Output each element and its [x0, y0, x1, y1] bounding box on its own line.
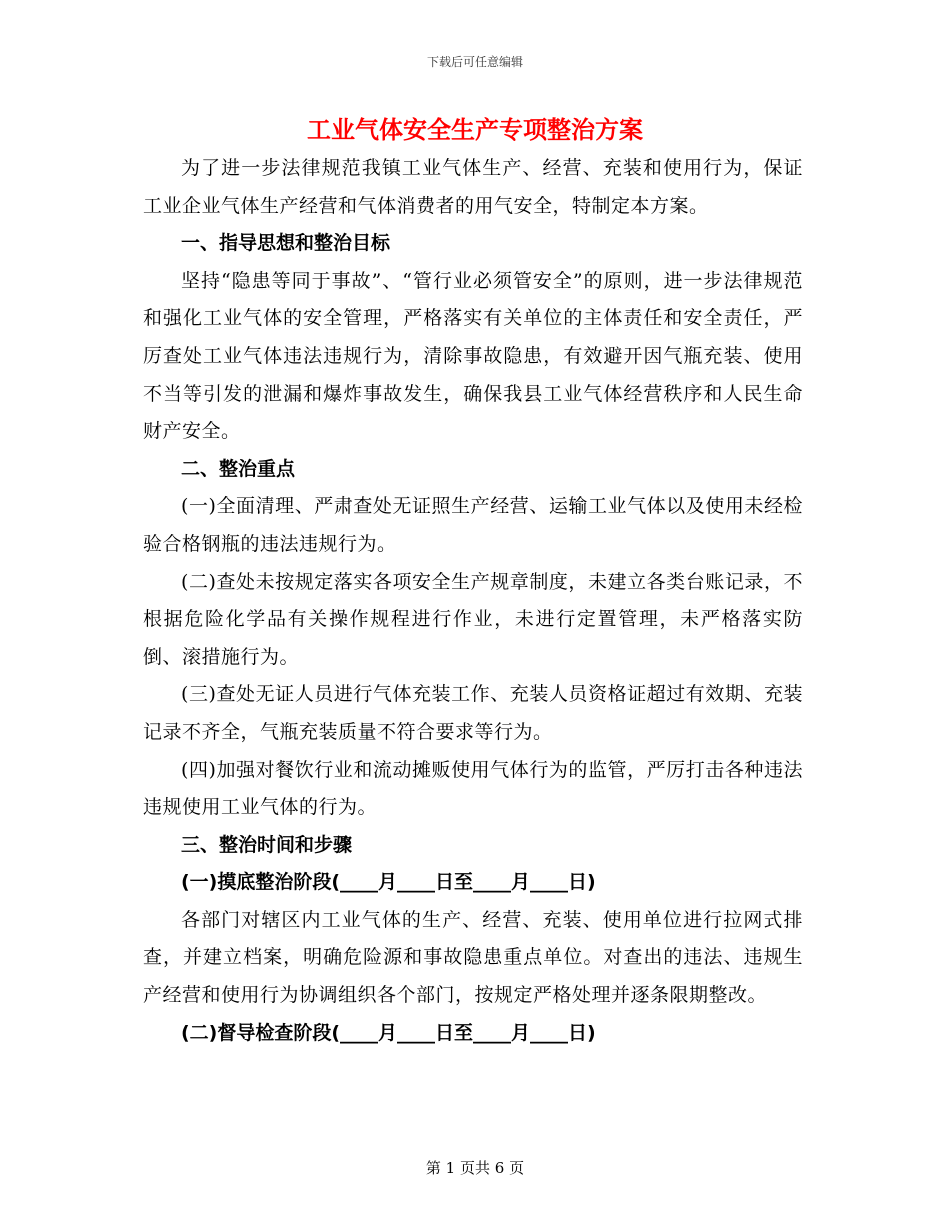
- document-title: 工业气体安全生产专项整治方案: [307, 116, 643, 144]
- section-3-sub-1-paragraph: 各部门对辖区内工业气体的生产、经营、充装、使用单位进行拉网式排查，并建立档案，明确危险源和事故隐患重点单位。对查出的违法、违规生产经营和使用行为协调组织各个部门，按规定严格处理并逐条限期整改。: [143, 908, 803, 1007]
- section-2-heading: 二、整治重点: [181, 457, 296, 480]
- section-1-paragraph: 坚持“隐患等同于事故”、“管行业必须管安全”的原则，进一步法律规范和强化工业气体的安全管理，严格落实有关单位的主体责任和安全责任，严厉查处工业气体违法违规行为，清除事故隐患，有效避开因气瓶充装、使用不当等引发的泄漏和爆炸事故发生，确保我县工业气体经营秩序和人民生命财产安全。: [143, 269, 803, 443]
- header-note: 下载后可任意编辑: [426, 55, 523, 69]
- document-body: [143, 150, 803, 1052]
- section-2-item-1: (一)全面清理、严肃查处无证照生产经营、运输工业气体以及使用未经检验合格钢瓶的违法违规行为。: [143, 495, 803, 555]
- section-2-item-4: (四)加强对餐饮行业和流动摊贩使用气体行为的监管，严厉打击各种违法违规使用工业气体的行为。: [143, 758, 803, 819]
- section-2-item-2: (二)查处未按规定落实各项安全生产规章制度，未建立各类台账记录，不根据危险化学品有关操作规程进行作业，未进行定置管理，未严格落实防倒、滚措施行为。: [143, 570, 803, 668]
- section-3-sub-2-heading: (二)督导检查阶段(____月____日至____月____日): [181, 1021, 596, 1044]
- page-number: 第 1 页共 6 页: [425, 1159, 525, 1177]
- section-3-heading: 三、整治时间和步骤: [181, 833, 353, 856]
- intro-paragraph: 为了进一步法律规范我镇工业气体生产、经营、充装和使用行为，保证工业企业气体生产经营和气体消费者的用气安全，特制定本方案。: [143, 157, 803, 217]
- section-1-heading: 一、指导思想和整治目标: [181, 232, 391, 255]
- section-3-sub-1-heading: (一)摸底整治阶段(____月____日至____月____日): [181, 871, 596, 894]
- section-2-item-3: (三)查处无证人员进行气体充装工作、充装人员资格证超过有效期、充装记录不齐全，气瓶充装质量不符合要求等行为。: [143, 683, 803, 743]
